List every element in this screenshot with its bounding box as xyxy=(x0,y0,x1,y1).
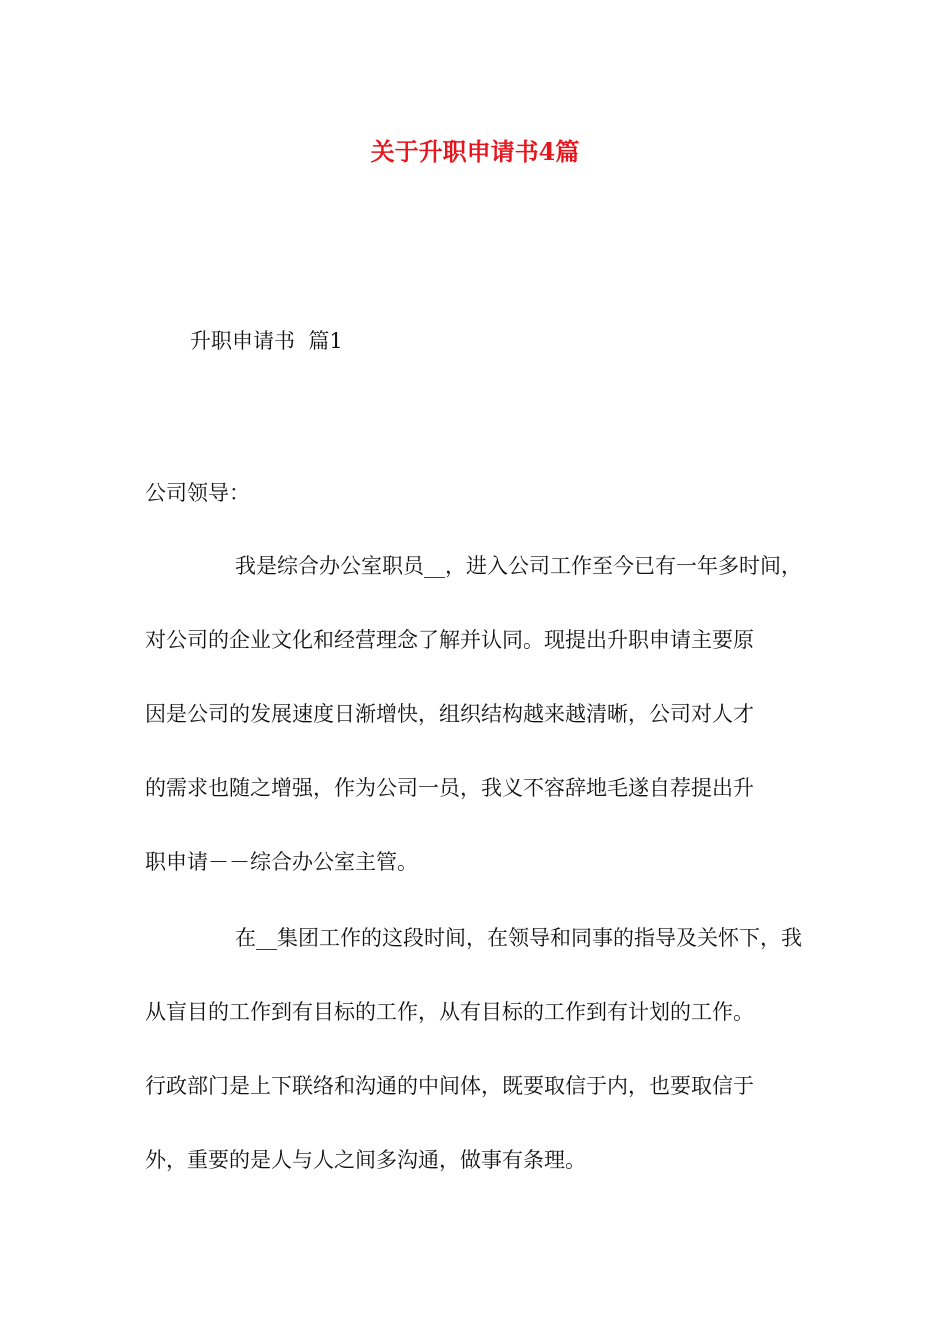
paragraph-line: 外，重要的是人与人之间多沟通，做事有条理。 xyxy=(145,1148,586,1172)
paragraph-line: 职申请－－综合办公室主管。 xyxy=(145,850,418,874)
paragraph-line: 在__集团工作的这段时间，在领导和同事的指导及关怀下，我 xyxy=(235,926,802,950)
paragraph-line: 因是公司的发展速度日渐增快，组织结构越来越清晰，公司对人才 xyxy=(145,702,754,726)
paragraph-1 xyxy=(145,529,810,899)
paragraph-line: 从盲目的工作到有目标的工作，从有目标的工作到有计划的工作。 xyxy=(145,1000,754,1024)
paragraph-line: 的需求也随之增强，作为公司一员，我义不容辞地毛遂自荐提出升 xyxy=(145,776,754,800)
salutation: 公司领导： xyxy=(145,481,250,505)
paragraph-2 xyxy=(145,901,810,1197)
paragraph-line: 我是综合办公室职员__，进入公司工作至今已有一年多时间， xyxy=(235,554,802,578)
paragraph-line: 对公司的企业文化和经营理念了解并认同。现提出升职申请主要原 xyxy=(145,628,754,652)
section-heading: 升职申请书 篇1 xyxy=(190,329,343,353)
document-title: 关于升职申请书4篇 xyxy=(370,137,580,166)
paragraph-line: 行政部门是上下联络和沟通的中间体，既要取信于内，也要取信于 xyxy=(145,1074,754,1098)
